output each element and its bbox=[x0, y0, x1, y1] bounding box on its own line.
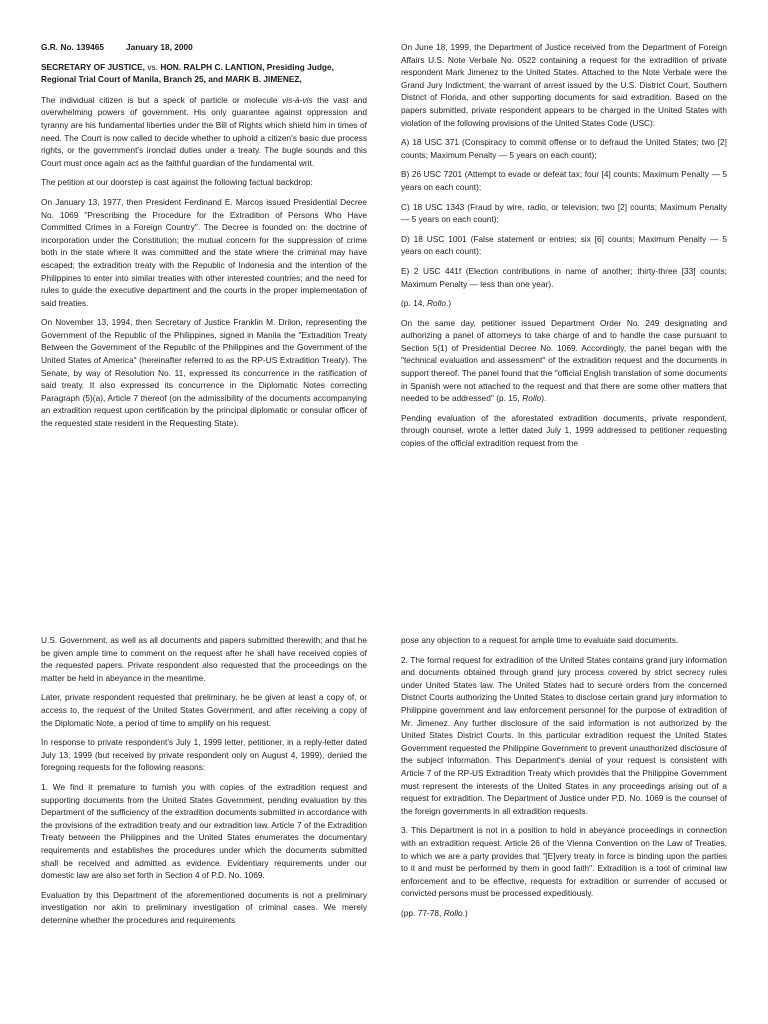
respondents: HON. RALPH C. LANTION, Presiding Judge, Regional Trial Court of Manila, Branch 25, and MARK B. JIMENEZ, bbox=[41, 61, 334, 85]
versus: vs. bbox=[145, 61, 161, 72]
text: (p. 14, bbox=[401, 298, 427, 309]
decision-date: January 18, 2000 bbox=[126, 42, 193, 52]
paragraph: 2. The formal request for extradition of the United States contains grand jury information and documents obtained through grand jury process covered by strict secrecy rules under United States law. The United States had to secure orders from the concerned District Courts authorizing the United States to disclose certain grand jury information to Philippine government and law enforcement personnel for the purpose of extradition of Mr. Jimenez. Any further disclosure of the said information is not authorized by the United States District Courts. In this particular extradition request the United States Government requested the Philippine Government to prevent unauthorized disclosure of the subject information. This Department's denial of your request is consistent with Article 7 of the RP-US Extradition Treaty which provides that the Philippine Government must represent the interests of the United States in any proceedings arising out of a request for extradition. The Department of Justice under P.D. No. 1069 is the counsel of the foreign governments in all extradition requests. bbox=[401, 654, 727, 816]
italic-text: vis-à-vis bbox=[282, 94, 313, 105]
italic-text: Rollo bbox=[522, 393, 542, 404]
petitioner: SECRETARY OF JUSTICE, bbox=[41, 61, 145, 72]
text: On the same day, petitioner issued Department Order No. 249 designating and authorizing a panel of attorneys to take charge of and to handle the case pursuant to Section 5(1) of Presidential Decree No. 1069. Accordingly, the panel began with the "technical evaluation and assessment" of the extradition request and the documents in support thereof. The panel found that the "official English translation of some documents in Spanish were not attached to the request and that there are some other matters that needed to be addressed" (p. 15, bbox=[401, 317, 727, 404]
paragraph bbox=[41, 94, 367, 170]
paragraph: pose any objection to a request for ample time to evaluate said documents. bbox=[401, 635, 679, 645]
paragraph: 1. We find it premature to furnish you with copies of the extradition request and supporting documents from the United States Government, pending evaluation by this Department of the sufficiency of the extradition documents submitted in accordance with the provisions of the extradition treaty and our extradition law. Article 7 of the Extradition Treaty between the Philippines and the United States enumerates the documentary requirements and establishes the procedures under which the documents submitted shall be received and admitted as evidence. Evidentiary requirements under our domestic law are also set forth in Section 4 of P.D. No. 1069. bbox=[41, 781, 367, 881]
paragraph: The petition at our doorstep is cast against the following factual backdrop: bbox=[41, 177, 313, 188]
paragraph: On June 18, 1999, the Department of Justice received from the Department of Foreign Affairs U.S. Note Verbale No. 0522 containing a request for the extradition of private respondent Mark Jimenez to the United States. Attached to the Note Verbale were the Grand Jury Indictment, the warrant of arrest issued by the U.S. District Court, Southern District of Florida, and other supporting documents for said extradition. Based on the papers submitted, private respondent appears to be charged in the United States with violation of the following provisions of the United States Code (USC): bbox=[401, 42, 727, 128]
paragraph: In response to private respondent's July 1, 1999 letter, petitioner, in a reply-letter dated July 13, 1999 (but received by private respondent only on August 4, 1999), denied the foregoing requests for the following reasons: bbox=[41, 737, 367, 773]
paragraph: On November 13, 1994, then Secretary of Justice Franklin M. Drilon, representing the Government of the Republic of the Philippines, signed in Manila the "Extradition Treaty Between the Government of the Republic of the Philippines and the Government of the United States of America" (hereinafter referred to as the RP-US Extradition Treaty). The Senate, by way of Resolution No. 11, expressed its concurrence in the ratification of said treaty. It also expressed its concurrence in the Diplomatic Notes correcting Paragraph (5)(a), Article 7 thereof (on the admissibility of the documents accompanying an extradition request upon certification by the principal diplomatic or consular officer of the requested state resident in the Requesting State). bbox=[41, 317, 367, 429]
gr-number: G.R. No. 139465 bbox=[41, 42, 105, 52]
case-title bbox=[41, 61, 367, 86]
charge-item: C) 18 USC 1343 (Fraud by wire, radio, or television; two [2] counts; Maximum Penalty — 5 years on each count); bbox=[401, 201, 727, 225]
citation bbox=[401, 907, 727, 920]
paragraph bbox=[401, 317, 727, 405]
text: (pp. 77-78, bbox=[401, 907, 444, 918]
text: the vast and overwhelming powers of government. His only guarantee against oppression and tyranny are his fundamental liberties under the Bill of Rights which shield him in times of need. The Court is now called to decide whether to uphold a citizen's basic due process rights, or the government's ironclad duties under a treaty. The bugle sounds and this Court must once again act as the faithful guardian of the fundamental writ. bbox=[41, 94, 367, 168]
charge-item: A) 18 USC 371 (Conspiracy to commit offense or to defraud the United States; two [2] counts; Maximum Penalty — 5 years on each count); bbox=[401, 137, 727, 160]
italic-text: Rollo bbox=[427, 298, 447, 309]
charge-item: B) 26 USC 7201 (Attempt to evade or defeat tax; four [4] counts; Maximum Penalty — 5 years on each count); bbox=[401, 169, 727, 192]
paragraph: Evaluation by this Department of the aforementioned documents is not a preliminary investigation nor akin to preliminary investigation of criminal cases. We merely determine whether the procedures and requirements bbox=[41, 889, 367, 925]
text: .) bbox=[446, 298, 452, 309]
page2-left-column bbox=[41, 634, 367, 933]
text: ). bbox=[541, 393, 547, 404]
page1-left-column bbox=[41, 41, 367, 437]
paragraph: Pending evaluation of the aforestated extradition documents, private respondent, through counsel, wrote a letter dated July 1, 1999 addressed to petitioner requesting copies of the official extradition request from the bbox=[401, 412, 727, 449]
charge-item: D) 18 USC 1001 (False statement or entries; six [6] counts; Maximum Penalty — 5 years on each count); bbox=[401, 233, 727, 257]
text: .) bbox=[462, 907, 468, 918]
paragraph: U.S. Government, as well as all documents and papers submitted therewith; and that he be given ample time to comment on the request after he shall have received copies of the requested papers. Private respondent also requested that the proceedings on the matter be held in abeyance in the meantime. bbox=[41, 635, 367, 683]
page2-right-column bbox=[401, 634, 727, 926]
citation bbox=[401, 297, 727, 310]
charge-item: E) 2 USC 441f (Election contributions in name of another; thirty-three [33] counts; Maximum Penalty — less than one year). bbox=[401, 265, 727, 289]
case-number-line bbox=[41, 41, 367, 54]
document-page-2 bbox=[0, 512, 768, 1024]
text: The individual citizen is but a speck of particle or molecule bbox=[41, 94, 283, 105]
page1-right-column bbox=[401, 41, 727, 457]
paragraph: On January 13, 1977, then President Ferdinand E. Marcos issued Presidential Decree No. 1069 "Prescribing the Procedure for the Extradition of Persons Who Have Committed Crimes in a Foreign Country". The Decree is founded on: the doctrine of incorporation under the Constitution; the mutual concern for the suppression of crime both in the state where it was committed and the state where the criminal may have escaped; the extradition treaty with the Republic of Indonesia and the intention of the Philippines to enter into similar treaties with other interested countries; and the need for rules to guide the executive department and the courts in the proper implementation of said treaties. bbox=[41, 196, 367, 308]
italic-text: Rollo bbox=[443, 907, 463, 918]
paragraph: 3. This Department is not in a position to hold in abeyance proceedings in connection with an extradition request. Article 26 of the Vienna Convention on the Law of Treaties, to which we are a party provides that "[E]very treaty in force is binding upon the parties to it and must be performed by them in good faith". Extradition is a tool of criminal law enforcement and to be effective, requests for extradition or surrender of accused or convicted persons must be processed expeditiously. bbox=[401, 825, 727, 899]
paragraph: Later, private respondent requested that preliminary, he be given at least a copy of, or access to, the request of the United States Government, and after receiving a copy of the Diplomatic Note, a period of time to amplify on his request. bbox=[41, 692, 367, 728]
